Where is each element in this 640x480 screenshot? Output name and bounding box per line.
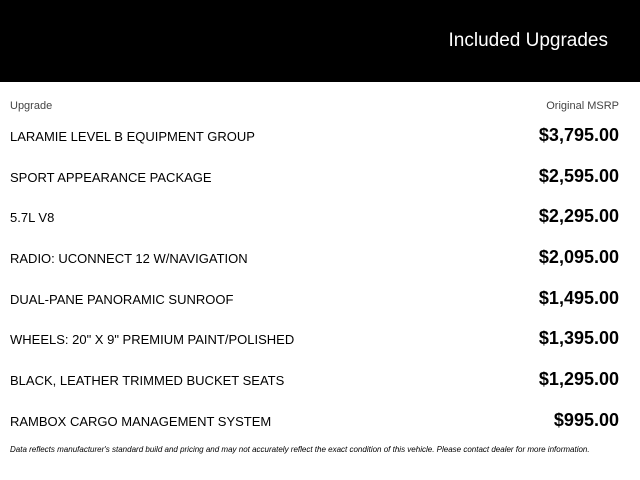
table-row — [0, 115, 640, 156]
table-row — [0, 278, 640, 319]
upgrade-price: $2,595.00 — [538, 165, 619, 186]
upgrade-name: DUAL-PANE PANORAMIC SUNROOF — [10, 291, 234, 307]
upgrade-name: RAMBOX CARGO MANAGEMENT SYSTEM — [10, 413, 272, 429]
upgrade-price: $2,295.00 — [538, 206, 619, 227]
table-row — [0, 196, 640, 237]
upgrade-price: $995.00 — [553, 409, 619, 430]
upgrade-name: BLACK, LEATHER TRIMMED BUCKET SEATS — [10, 373, 285, 389]
upgrade-name: 5.7L V8 — [10, 210, 55, 226]
table-row — [0, 359, 640, 400]
upgrade-price: $2,095.00 — [538, 247, 619, 268]
page-title: Included Upgrades — [448, 30, 608, 51]
upgrade-name: RADIO: UCONNECT 12 W/NAVIGATION — [10, 251, 248, 267]
table-row — [0, 318, 640, 359]
upgrade-price: $1,395.00 — [538, 328, 619, 349]
upgrade-name: LARAMIE LEVEL B EQUIPMENT GROUP — [10, 129, 255, 144]
upgrade-price: $1,295.00 — [538, 369, 619, 390]
column-header-upgrade: Upgrade — [10, 100, 53, 112]
upgrades-list — [0, 115, 640, 441]
upgrade-name: WHEELS: 20" X 9" PREMIUM PAINT/POLISHED — [10, 332, 295, 348]
column-header-msrp: Original MSRP — [546, 100, 619, 112]
upgrade-name: SPORT APPEARANCE PACKAGE — [10, 169, 212, 185]
table-row — [0, 400, 640, 441]
header-bar — [0, 0, 640, 82]
upgrade-price: $3,795.00 — [538, 125, 619, 145]
table-row — [0, 237, 640, 278]
table-row — [0, 156, 640, 197]
disclaimer-text: Data reflects manufacturer's standard build and pricing and may not accurately reflect the exact condition of this vehicle. Please contact dealer for more information. — [10, 445, 590, 454]
upgrade-price: $1,495.00 — [538, 287, 619, 308]
